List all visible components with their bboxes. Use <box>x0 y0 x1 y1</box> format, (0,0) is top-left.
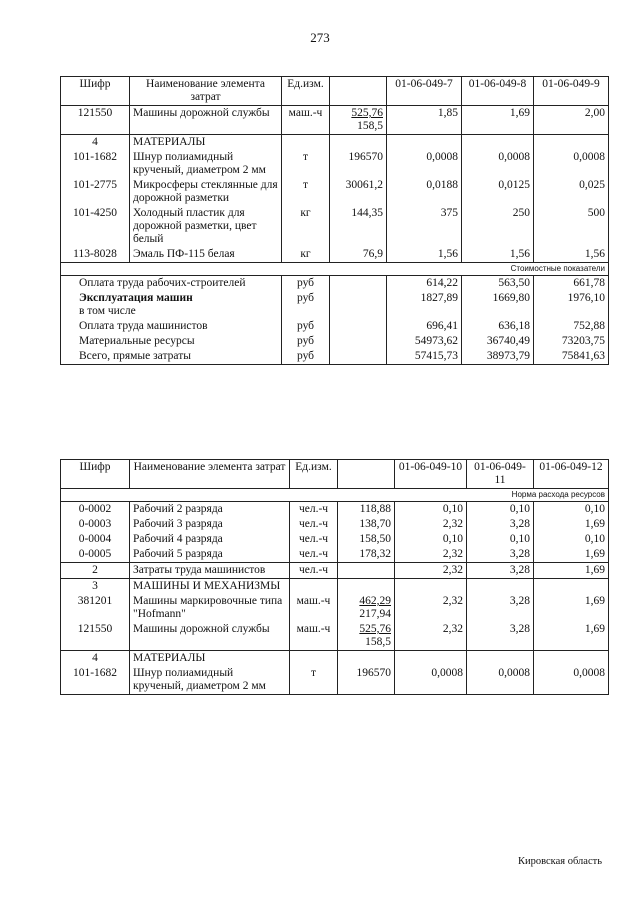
summary-unit: руб <box>282 276 330 292</box>
row-price: 158,50 <box>338 532 395 547</box>
summary-name <box>61 291 282 319</box>
row-value-3: 1,69 <box>534 563 609 579</box>
summary-name: Оплата труда машинистов <box>61 319 282 334</box>
summary-value-2: 36740,49 <box>462 334 534 349</box>
row-value-2: 250 <box>462 206 534 247</box>
norm-label: Норма расхода ресурсов <box>61 489 609 502</box>
row-value-2: 0,10 <box>467 502 534 518</box>
row-value-3: 1,69 <box>534 594 609 622</box>
row-value-1: 2,32 <box>395 547 467 563</box>
row-price: 144,35 <box>330 206 387 247</box>
table-header <box>61 77 609 106</box>
summary-value-3: 1976,10 <box>534 291 609 319</box>
row-value-2: 1,56 <box>462 247 534 263</box>
table-row <box>61 247 609 263</box>
summary-value-1: 696,41 <box>387 319 462 334</box>
row-value-3: 0,0008 <box>534 666 609 695</box>
summary-value-3: 73203,75 <box>534 334 609 349</box>
row-value-3: 0,025 <box>534 178 609 206</box>
row-price: 196570 <box>338 666 395 695</box>
row-unit: чел.-ч <box>290 547 338 563</box>
summary-unit: руб <box>282 319 330 334</box>
row-code: 101-2775 <box>61 178 130 206</box>
table-row <box>61 106 609 135</box>
table-row <box>61 502 609 518</box>
summary-row <box>61 349 609 365</box>
row-price: 76,9 <box>330 247 387 263</box>
row-name: Машины дорожной службы <box>130 106 282 135</box>
row-price <box>338 622 395 651</box>
row-unit: т <box>282 178 330 206</box>
row-value-2: 3,28 <box>467 547 534 563</box>
section-row <box>61 579 609 595</box>
summary-row <box>61 319 609 334</box>
summary-name: Материальные ресурсы <box>61 334 282 349</box>
row-unit: кг <box>282 206 330 247</box>
row-unit: т <box>290 666 338 695</box>
summary-value-3: 661,78 <box>534 276 609 292</box>
header-name: Наименование элемента затрат <box>130 460 290 489</box>
row-name: Рабочий 3 разряда <box>130 517 290 532</box>
row-value-2: 0,0008 <box>462 150 534 178</box>
row-name: Микросферы стеклянные для дорожной разметки <box>130 178 282 206</box>
summary-row <box>61 291 609 319</box>
row-value-2: 3,28 <box>467 563 534 579</box>
table-row <box>61 622 609 651</box>
row-name: Рабочий 4 разряда <box>130 532 290 547</box>
row-value-3: 500 <box>534 206 609 247</box>
summary-name-main: Эксплуатация машин <box>79 292 193 304</box>
price-top: 525,76 <box>351 107 383 119</box>
row-value-1: 0,0008 <box>387 150 462 178</box>
row-code: 0-0004 <box>61 532 130 547</box>
row-value-1: 0,0188 <box>387 178 462 206</box>
row-code: 381201 <box>61 594 130 622</box>
cost-indicators-row <box>61 263 609 276</box>
table-row <box>61 547 609 563</box>
table-row <box>61 666 609 695</box>
header-code: Шифр <box>61 77 130 106</box>
table-row <box>61 178 609 206</box>
table-row <box>61 206 609 247</box>
summary-row <box>61 334 609 349</box>
row-unit: маш.-ч <box>290 622 338 651</box>
row-code: 101-1682 <box>61 150 130 178</box>
section-row <box>61 135 609 151</box>
summary-name: Оплата труда рабочих-строителей <box>61 276 282 292</box>
row-code: 121550 <box>61 106 130 135</box>
row-value-3: 1,56 <box>534 247 609 263</box>
row-code: 0-0005 <box>61 547 130 563</box>
resource-table-1 <box>60 76 609 365</box>
section-title: МАТЕРИАЛЫ <box>130 135 282 151</box>
row-code: 0-0003 <box>61 517 130 532</box>
table-row <box>61 532 609 547</box>
section-number: 4 <box>61 135 130 151</box>
table-header <box>61 460 609 489</box>
summary-name-sub: в том числе <box>79 305 136 317</box>
summary-value-2: 1669,80 <box>462 291 534 319</box>
row-value-1: 0,10 <box>395 532 467 547</box>
row-value-2: 3,28 <box>467 517 534 532</box>
summary-value-2: 38973,79 <box>462 349 534 365</box>
section-number: 4 <box>61 651 130 667</box>
summary-value-1: 57415,73 <box>387 349 462 365</box>
header-price <box>330 77 387 106</box>
summary-value-3: 75841,63 <box>534 349 609 365</box>
row-name: Машины маркировочные типа "Hofmann" <box>130 594 290 622</box>
row-value-3: 1,69 <box>534 622 609 651</box>
row-code: 101-1682 <box>61 666 130 695</box>
row-value-1: 375 <box>387 206 462 247</box>
summary-value-1: 54973,62 <box>387 334 462 349</box>
summary-unit: руб <box>282 334 330 349</box>
row-value-1: 1,85 <box>387 106 462 135</box>
summary-unit: руб <box>282 291 330 319</box>
header-name: Наименование элемента затрат <box>130 77 282 106</box>
row-value-2: 0,0125 <box>462 178 534 206</box>
row-price <box>330 106 387 135</box>
row-code: 0-0002 <box>61 502 130 518</box>
cost-indicators-label: Стоимостные показатели <box>61 263 609 276</box>
norm-label-row <box>61 489 609 502</box>
row-value-1: 2,32 <box>395 594 467 622</box>
row-price: 30061,2 <box>330 178 387 206</box>
row-name: Шнур полиамидный крученый, диаметром 2 мм <box>130 666 290 695</box>
row-value-2: 1,69 <box>462 106 534 135</box>
header-col-2: 01-06-049-8 <box>462 77 534 106</box>
header-col-3: 01-06-049-9 <box>534 77 609 106</box>
row-price: 138,70 <box>338 517 395 532</box>
row-value-1: 0,10 <box>395 502 467 518</box>
section-row <box>61 651 609 667</box>
header-code: Шифр <box>61 460 130 489</box>
summary-row <box>61 276 609 292</box>
row-unit: чел.-ч <box>290 502 338 518</box>
table-row <box>61 150 609 178</box>
header-unit: Ед.изм. <box>290 460 338 489</box>
row-value-1: 2,32 <box>395 563 467 579</box>
row-value-2: 0,0008 <box>467 666 534 695</box>
row-unit: чел.-ч <box>290 563 338 579</box>
row-value-2: 3,28 <box>467 622 534 651</box>
row-value-3: 0,0008 <box>534 150 609 178</box>
summary-value-1: 614,22 <box>387 276 462 292</box>
row-unit: т <box>282 150 330 178</box>
row-price: 196570 <box>330 150 387 178</box>
row-price <box>338 594 395 622</box>
resource-table-2 <box>60 459 609 695</box>
row-name: Машины дорожной службы <box>130 622 290 651</box>
price-bottom: 217,94 <box>359 608 391 620</box>
summary-value-1: 1827,89 <box>387 291 462 319</box>
summary-value-2: 636,18 <box>462 319 534 334</box>
page-number: 273 <box>310 30 330 45</box>
header-col-3: 01-06-049-12 <box>534 460 609 489</box>
header-unit: Ед.изм. <box>282 77 330 106</box>
price-bottom: 158,5 <box>365 636 391 648</box>
row-unit: маш.-ч <box>282 106 330 135</box>
row-price: 118,88 <box>338 502 395 518</box>
table-row <box>61 594 609 622</box>
row-unit: маш.-ч <box>290 594 338 622</box>
row-value-1: 1,56 <box>387 247 462 263</box>
row-unit: чел.-ч <box>290 532 338 547</box>
row-name: Затраты труда машинистов <box>130 563 290 579</box>
price-top: 525,76 <box>359 623 391 635</box>
row-code: 2 <box>61 563 130 579</box>
price-top: 462,29 <box>359 595 391 607</box>
footer-region: Кировская область <box>517 856 602 867</box>
row-name: Холодный пластик для дорожной разметки, цвет белый <box>130 206 282 247</box>
row-name: Эмаль ПФ-115 белая <box>130 247 282 263</box>
table-row <box>61 563 609 579</box>
header-col-1: 01-06-049-7 <box>387 77 462 106</box>
price-bottom: 158,5 <box>357 120 383 132</box>
row-name: Шнур полиамидный крученый, диаметром 2 мм <box>130 150 282 178</box>
section-title: МАТЕРИАЛЫ <box>130 651 290 667</box>
row-code: 113-8028 <box>61 247 130 263</box>
row-value-2: 3,28 <box>467 594 534 622</box>
row-value-3: 0,10 <box>534 532 609 547</box>
summary-value-2: 563,50 <box>462 276 534 292</box>
row-price: 178,32 <box>338 547 395 563</box>
section-title: МАШИНЫ И МЕХАНИЗМЫ <box>130 579 290 595</box>
row-value-3: 1,69 <box>534 517 609 532</box>
row-value-1: 2,32 <box>395 517 467 532</box>
row-value-3: 1,69 <box>534 547 609 563</box>
row-value-2: 0,10 <box>467 532 534 547</box>
row-value-3: 2,00 <box>534 106 609 135</box>
row-name: Рабочий 2 разряда <box>130 502 290 518</box>
row-code: 101-4250 <box>61 206 130 247</box>
row-code: 121550 <box>61 622 130 651</box>
row-name: Рабочий 5 разряда <box>130 547 290 563</box>
header-col-1: 01-06-049-10 <box>395 460 467 489</box>
summary-unit: руб <box>282 349 330 365</box>
section-number: 3 <box>61 579 130 595</box>
row-value-3: 0,10 <box>534 502 609 518</box>
header-price <box>338 460 395 489</box>
table-row <box>61 517 609 532</box>
row-unit: кг <box>282 247 330 263</box>
summary-name: Всего, прямые затраты <box>61 349 282 365</box>
row-value-1: 0,0008 <box>395 666 467 695</box>
row-value-1: 2,32 <box>395 622 467 651</box>
header-col-2: 01-06-049-11 <box>467 460 534 489</box>
summary-value-3: 752,88 <box>534 319 609 334</box>
row-unit: чел.-ч <box>290 517 338 532</box>
